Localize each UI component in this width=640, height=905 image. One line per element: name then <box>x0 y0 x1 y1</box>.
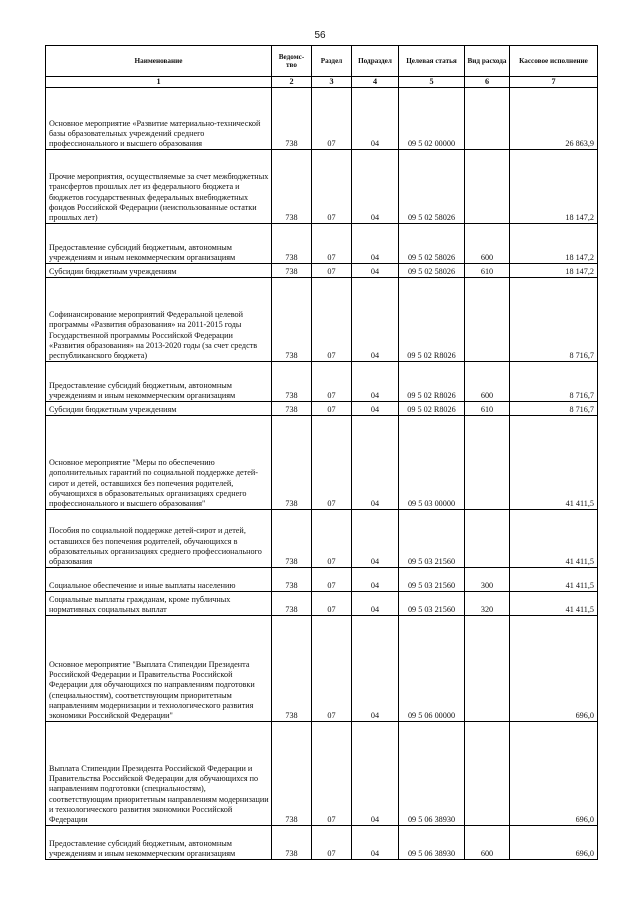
target-article-cell: 09 5 03 21560 <box>399 510 465 568</box>
department-cell: 738 <box>272 264 312 278</box>
table-row <box>46 402 598 416</box>
row-name-cell: Предоставление субсидий бюджетным, автономным учреждениям и иным некоммерческим организациям <box>46 826 272 860</box>
amount-cell: 696,0 <box>510 616 598 722</box>
row-name-cell: Прочие мероприятия, осуществляемые за счет межбюджетных трансфертов прошлых лет из федерального бюджета и бюджетов государственных федеральных внебюджетных фондов Российской Федерации (неиспользованные остатки прошлых лет) <box>46 150 272 224</box>
subsection-cell: 04 <box>352 510 399 568</box>
table-row <box>46 592 598 616</box>
expense-type-cell: 320 <box>465 592 510 616</box>
expense-type-cell: 610 <box>465 402 510 416</box>
target-article-cell: 09 5 02 R8026 <box>399 362 465 402</box>
section-cell: 07 <box>312 88 352 150</box>
target-article-cell: 09 5 03 21560 <box>399 568 465 592</box>
row-name-cell: Основное мероприятие «Развитие материально-технической базы образовательных учреждений среднего профессионального и высшего образования <box>46 88 272 150</box>
column-number: 5 <box>399 77 465 88</box>
header-cell: Ведомс-тво <box>272 46 312 77</box>
department-cell: 738 <box>272 616 312 722</box>
department-cell: 738 <box>272 402 312 416</box>
amount-cell: 26 863,9 <box>510 88 598 150</box>
row-name-cell: Основное мероприятие "Выплата Стипендии Президента Российской Федерации и Правительства Российской Федерации для обучающихся по направлениям подготовки (специальностям), соответствующим приоритетным направлениям модернизации и технологического развития экономики Российской Федерации" <box>46 616 272 722</box>
amount-cell: 8 716,7 <box>510 362 598 402</box>
table-row <box>46 362 598 402</box>
subsection-cell: 04 <box>352 278 399 362</box>
target-article-cell: 09 5 06 38930 <box>399 722 465 826</box>
table-row <box>46 224 598 264</box>
expense-type-cell <box>465 416 510 510</box>
table-row <box>46 150 598 224</box>
table-row <box>46 826 598 860</box>
section-cell: 07 <box>312 616 352 722</box>
expense-type-cell <box>465 510 510 568</box>
section-cell: 07 <box>312 592 352 616</box>
row-name-cell: Социальные выплаты гражданам, кроме публичных нормативных социальных выплат <box>46 592 272 616</box>
target-article-cell: 09 5 02 00000 <box>399 88 465 150</box>
department-cell: 738 <box>272 592 312 616</box>
department-cell: 738 <box>272 510 312 568</box>
row-name-cell: Предоставление субсидий бюджетным, автономным учреждениям и иным некоммерческим организациям <box>46 362 272 402</box>
department-cell: 738 <box>272 224 312 264</box>
header-cell: Наименование <box>46 46 272 77</box>
amount-cell: 18 147,2 <box>510 264 598 278</box>
subsection-cell: 04 <box>352 362 399 402</box>
column-number: 4 <box>352 77 399 88</box>
expense-type-cell <box>465 88 510 150</box>
amount-cell: 8 716,7 <box>510 402 598 416</box>
subsection-cell: 04 <box>352 568 399 592</box>
section-cell: 07 <box>312 510 352 568</box>
subsection-cell: 04 <box>352 224 399 264</box>
expense-type-cell: 600 <box>465 224 510 264</box>
amount-cell: 696,0 <box>510 722 598 826</box>
target-article-cell: 09 5 03 21560 <box>399 592 465 616</box>
table-row <box>46 616 598 722</box>
header-cell: Раздел <box>312 46 352 77</box>
amount-cell: 41 411,5 <box>510 592 598 616</box>
header-cell: Целевая статья <box>399 46 465 77</box>
table-row <box>46 722 598 826</box>
row-name-cell: Софинансирование мероприятий Федеральной целевой программы «Развития образования» на 2011-2015 годы Государственной программы Российской Федерации «Развития образования» на 2013-2020 годы (за счет средств республиканского бюджета) <box>46 278 272 362</box>
column-number: 1 <box>46 77 272 88</box>
row-name-cell: Субсидии бюджетным учреждениям <box>46 402 272 416</box>
row-name-cell: Предоставление субсидий бюджетным, автономным учреждениям и иным некоммерческим организациям <box>46 224 272 264</box>
subsection-cell: 04 <box>352 826 399 860</box>
target-article-cell: 09 5 02 R8026 <box>399 278 465 362</box>
department-cell: 738 <box>272 150 312 224</box>
department-cell: 738 <box>272 416 312 510</box>
table-row <box>46 278 598 362</box>
target-article-cell: 09 5 03 00000 <box>399 416 465 510</box>
department-cell: 738 <box>272 362 312 402</box>
budget-table <box>45 45 598 860</box>
subsection-cell: 04 <box>352 592 399 616</box>
amount-cell: 41 411,5 <box>510 416 598 510</box>
table-row <box>46 416 598 510</box>
header-cell: Подраздел <box>352 46 399 77</box>
subsection-cell: 04 <box>352 722 399 826</box>
amount-cell: 18 147,2 <box>510 224 598 264</box>
section-cell: 07 <box>312 568 352 592</box>
expense-type-cell: 610 <box>465 264 510 278</box>
amount-cell: 696,0 <box>510 826 598 860</box>
amount-cell: 41 411,5 <box>510 510 598 568</box>
subsection-cell: 04 <box>352 88 399 150</box>
target-article-cell: 09 5 02 R8026 <box>399 402 465 416</box>
amount-cell: 18 147,2 <box>510 150 598 224</box>
target-article-cell: 09 5 06 00000 <box>399 616 465 722</box>
target-article-cell: 09 5 02 58026 <box>399 264 465 278</box>
target-article-cell: 09 5 06 38930 <box>399 826 465 860</box>
column-number: 3 <box>312 77 352 88</box>
subsection-cell: 04 <box>352 616 399 722</box>
column-number: 6 <box>465 77 510 88</box>
table-row <box>46 568 598 592</box>
department-cell: 738 <box>272 826 312 860</box>
section-cell: 07 <box>312 278 352 362</box>
section-cell: 07 <box>312 150 352 224</box>
expense-type-cell <box>465 616 510 722</box>
expense-type-cell: 600 <box>465 826 510 860</box>
section-cell: 07 <box>312 416 352 510</box>
section-cell: 07 <box>312 826 352 860</box>
subsection-cell: 04 <box>352 150 399 224</box>
column-number-row <box>46 77 598 88</box>
department-cell: 738 <box>272 568 312 592</box>
column-number: 7 <box>510 77 598 88</box>
section-cell: 07 <box>312 722 352 826</box>
row-name-cell: Социальное обеспечение и иные выплаты населению <box>46 568 272 592</box>
page-number: 56 <box>314 30 326 41</box>
column-number: 2 <box>272 77 312 88</box>
target-article-cell: 09 5 02 58026 <box>399 150 465 224</box>
subsection-cell: 04 <box>352 416 399 510</box>
header-cell: Кассовое исполнение <box>510 46 598 77</box>
amount-cell: 41 411,5 <box>510 568 598 592</box>
header-row <box>46 46 598 77</box>
table-row <box>46 264 598 278</box>
expense-type-cell <box>465 722 510 826</box>
section-cell: 07 <box>312 402 352 416</box>
row-name-cell: Пособия по социальной поддержке детей-сирот и детей, оставшихся без попечения родителей, обучающихся в образовательных организациях среднего профессионального образования <box>46 510 272 568</box>
target-article-cell: 09 5 02 58026 <box>399 224 465 264</box>
header-cell: Вид расхода <box>465 46 510 77</box>
expense-type-cell <box>465 278 510 362</box>
expense-type-cell: 300 <box>465 568 510 592</box>
department-cell: 738 <box>272 722 312 826</box>
section-cell: 07 <box>312 264 352 278</box>
subsection-cell: 04 <box>352 402 399 416</box>
section-cell: 07 <box>312 224 352 264</box>
expense-type-cell: 600 <box>465 362 510 402</box>
row-name-cell: Выплата Стипендии Президента Российской Федерации и Правительства Российской Федерации для обучающихся по направлениям подготовки (специальностям), соответствующим приоритетным направлениям модернизации и технологического развития экономики Российской Федерации <box>46 722 272 826</box>
table-row <box>46 510 598 568</box>
expense-type-cell <box>465 150 510 224</box>
department-cell: 738 <box>272 278 312 362</box>
row-name-cell: Субсидии бюджетным учреждениям <box>46 264 272 278</box>
table-row <box>46 88 598 150</box>
row-name-cell: Основное мероприятие "Меры по обеспечению дополнительных гарантий по социальной поддержке детей-сирот и детей, оставшихся без попечения родителей, обучающихся в образовательных организациях среднего профессионального и высшего образования" <box>46 416 272 510</box>
section-cell: 07 <box>312 362 352 402</box>
subsection-cell: 04 <box>352 264 399 278</box>
amount-cell: 8 716,7 <box>510 278 598 362</box>
department-cell: 738 <box>272 88 312 150</box>
